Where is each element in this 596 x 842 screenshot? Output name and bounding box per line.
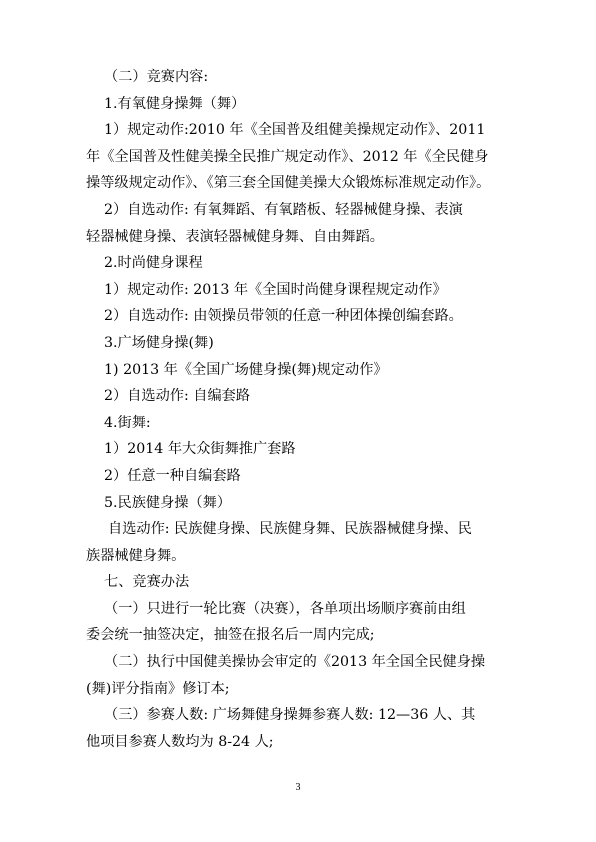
paragraph-line: 1）规定动作: 2013 年《全国时尚健身课程规定动作》 bbox=[104, 281, 447, 298]
paragraph-line: 他项目参赛人数均为 8-24 人; bbox=[86, 733, 274, 750]
paragraph-line: （二）执行中国健美操协会审定的《2013 年全国全民健身操 bbox=[104, 654, 486, 671]
item-heading-square-dance: 3.广场健身操(舞) bbox=[104, 334, 214, 351]
paragraph-line: 1) 2013 年《全国广场健身操(舞)规定动作》 bbox=[104, 361, 388, 378]
paragraph-line: 1）规定动作:2010 年《全国普及组健美操规定动作》、2011 bbox=[104, 122, 486, 139]
document-body bbox=[86, 64, 526, 755]
paragraph-line: 2）自选动作: 有氧舞蹈、有氧踏板、轻器械健身操、表演 bbox=[104, 201, 463, 218]
item-heading-street-dance: 4.街舞: bbox=[104, 414, 151, 431]
paragraph-line: 操等级规定动作》、《第三套全国健美操大众锻炼标准规定动作》。 bbox=[86, 175, 491, 192]
item-heading-fashion-fitness: 2.时尚健身课程 bbox=[104, 255, 203, 272]
item-heading-ethnic: 5.民族健身操（舞） bbox=[104, 494, 232, 511]
paragraph-line: 2）任意一种自编套路 bbox=[104, 467, 241, 484]
section-heading-competition-content: （二）竞赛内容: bbox=[104, 69, 209, 85]
paragraph-line: 年《全国普及性健美操全民推广规定动作》、2012 年《全民健身 bbox=[86, 148, 489, 165]
item-heading-aerobic: 1.有氧健身操舞（舞） bbox=[104, 95, 246, 112]
section-heading-competition-method: 七、竞赛办法 bbox=[104, 574, 190, 591]
page-number: 3 bbox=[295, 782, 301, 793]
paragraph-line: 2）自选动作: 由领操员带领的任意一种团体操创编套路。 bbox=[104, 308, 463, 325]
paragraph-line: 2）自选动作: 自编套路 bbox=[104, 388, 251, 405]
paragraph-line: （三）参赛人数: 广场舞健身操舞参赛人数: 12—36 人、其 bbox=[104, 707, 476, 724]
paragraph-line: 自选动作: 民族健身操、民族健身舞、民族器械健身操、民 bbox=[108, 521, 472, 538]
paragraph-line: 委会统一抽签决定，抽签在报名后一周内完成; bbox=[86, 627, 375, 644]
paragraph-line: (舞)评分指南》修订本; bbox=[86, 680, 230, 697]
paragraph-line: 1）2014 年大众街舞推广套路 bbox=[104, 441, 296, 458]
paragraph-line: 族器械健身舞。 bbox=[86, 547, 186, 564]
paragraph-line: 轻器械健身操、表演轻器械健身舞、自由舞蹈。 bbox=[86, 228, 384, 245]
paragraph-line: （一）只进行一轮比赛（决赛），各单项出场顺序赛前由组 bbox=[104, 600, 466, 617]
